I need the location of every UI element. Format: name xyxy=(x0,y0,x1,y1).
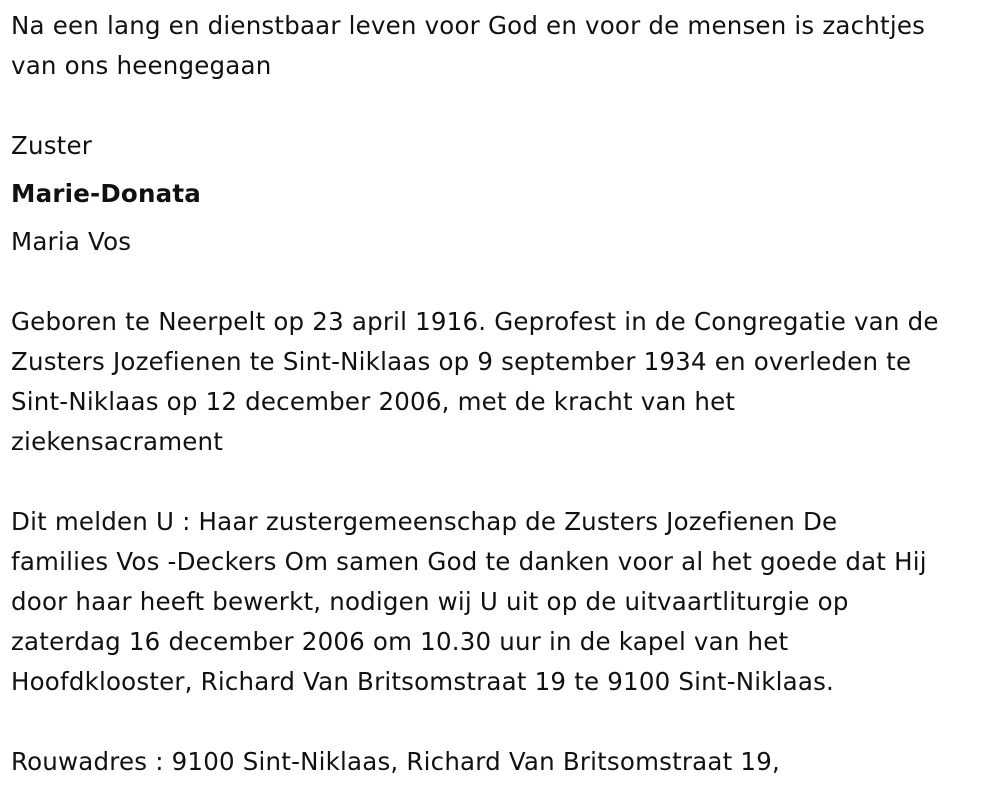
spacer xyxy=(11,702,991,742)
civil-name: Maria Vos xyxy=(11,227,132,256)
intro-paragraph xyxy=(11,6,991,86)
announcement-line: families Vos -Deckers Om samen God te danken voor al het goede dat Hij xyxy=(11,547,927,576)
intro-line: van ons heengegaan xyxy=(11,51,272,80)
bio-line: Zusters Jozefienen te Sint-Niklaas op 9 september 1934 en overleden te xyxy=(11,347,912,376)
bio-paragraph xyxy=(11,302,991,462)
bio-line: ziekensacrament xyxy=(11,427,224,456)
spacer xyxy=(11,86,991,126)
spacer xyxy=(11,262,991,302)
religious-name: Marie-Donata xyxy=(11,179,201,208)
person-title: Zuster xyxy=(11,131,93,160)
announcement-line: Dit melden U : Haar zustergemeenschap de Zusters Jozefienen De xyxy=(11,507,838,536)
bio-line: Sint-Niklaas op 12 december 2006, met de kracht van het xyxy=(11,387,736,416)
announcement-line: door haar heeft bewerkt, nodigen wij U uit op de uitvaartliturgie op xyxy=(11,587,849,616)
intro-line: Na een lang en dienstbaar leven voor God en voor de mensen is zachtjes xyxy=(11,11,926,40)
announcement-line: Hoofdklooster, Richard Van Britsomstraat 19 te 9100 Sint-Niklaas. xyxy=(11,667,835,696)
spacer xyxy=(11,462,991,502)
address-line: Rouwadres : 9100 Sint-Niklaas, Richard Van Britsomstraat 19, xyxy=(11,747,780,776)
announcement-paragraph xyxy=(11,502,991,702)
address-paragraph xyxy=(11,742,991,782)
obituary-document xyxy=(11,6,991,782)
announcement-line: zaterdag 16 december 2006 om 10.30 uur in de kapel van het xyxy=(11,627,789,656)
bio-line: Geboren te Neerpelt op 23 april 1916. Geprofest in de Congregatie van de xyxy=(11,307,939,336)
